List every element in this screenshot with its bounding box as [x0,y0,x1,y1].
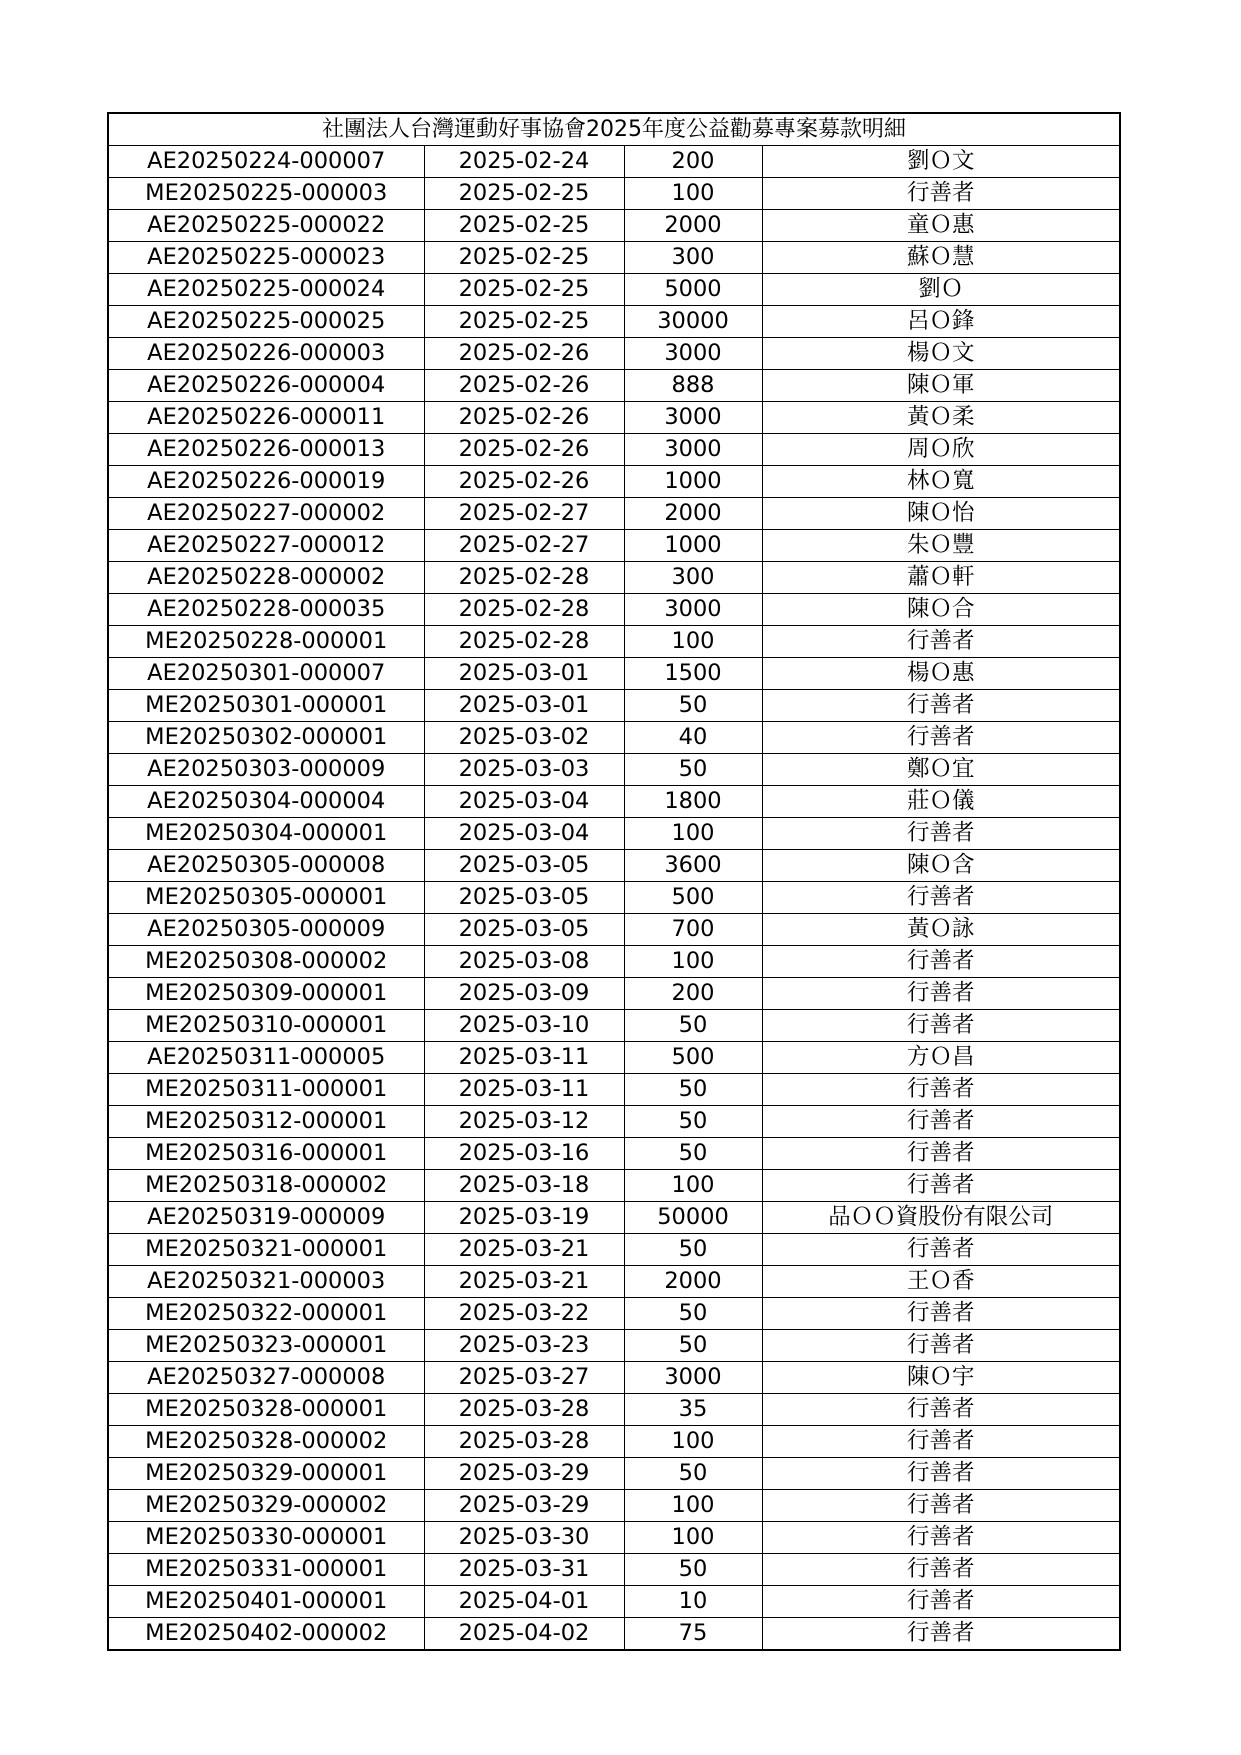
donation-id-cell: AE20250301-000007 [108,658,424,690]
donor-name-cell: 陳Ｏ宇 [762,1362,1120,1394]
donation-amount-cell: 50 [624,1010,762,1042]
donation-date-cell: 2025-03-28 [424,1394,624,1426]
donation-date-cell: 2025-03-01 [424,658,624,690]
donation-amount-cell: 50 [624,1458,762,1490]
table-row [108,786,1120,818]
donation-amount-cell: 100 [624,1170,762,1202]
donation-amount-cell: 50000 [624,1202,762,1234]
donor-name-cell: 行善者 [762,1106,1120,1138]
donation-amount-cell: 2000 [624,1266,762,1298]
donation-id-cell: ME20250328-000002 [108,1426,424,1458]
donation-id-cell: ME20250323-000001 [108,1330,424,1362]
donation-id-cell: AE20250303-000009 [108,754,424,786]
table-row [108,1394,1120,1426]
donor-name-cell: 陳Ｏ含 [762,850,1120,882]
donation-id-cell: AE20250327-000008 [108,1362,424,1394]
table-row [108,1554,1120,1586]
donation-id-cell: AE20250225-000024 [108,274,424,306]
donor-name-cell: 行善者 [762,1170,1120,1202]
donation-id-cell: ME20250402-000002 [108,1618,424,1651]
donation-amount-cell: 50 [624,1074,762,1106]
table-row [108,434,1120,466]
table-row [108,1298,1120,1330]
donation-amount-cell: 3600 [624,850,762,882]
donation-date-cell: 2025-03-09 [424,978,624,1010]
donation-date-cell: 2025-03-23 [424,1330,624,1362]
table-row [108,818,1120,850]
donor-name-cell: 行善者 [762,882,1120,914]
donation-date-cell: 2025-03-30 [424,1522,624,1554]
donation-id-cell: ME20250311-000001 [108,1074,424,1106]
donor-name-cell: 王Ｏ香 [762,1266,1120,1298]
donation-id-cell: ME20250310-000001 [108,1010,424,1042]
donor-name-cell: 行善者 [762,722,1120,754]
donor-name-cell: 行善者 [762,1298,1120,1330]
donation-date-cell: 2025-03-12 [424,1106,624,1138]
donor-name-cell: 呂Ｏ鋒 [762,306,1120,338]
donation-amount-cell: 2000 [624,498,762,530]
table-row [108,978,1120,1010]
table-row [108,914,1120,946]
table-row [108,1330,1120,1362]
table-row [108,466,1120,498]
donor-name-cell: 行善者 [762,1458,1120,1490]
donation-date-cell: 2025-03-18 [424,1170,624,1202]
table-row [108,1170,1120,1202]
donation-amount-cell: 50 [624,1138,762,1170]
donor-name-cell: 陳Ｏ合 [762,594,1120,626]
donation-id-cell: ME20250305-000001 [108,882,424,914]
donation-id-cell: AE20250225-000022 [108,210,424,242]
table-row [108,498,1120,530]
donation-id-cell: AE20250319-000009 [108,1202,424,1234]
donor-name-cell: 黃Ｏ詠 [762,914,1120,946]
table-row [108,1010,1120,1042]
donation-id-cell: AE20250226-000011 [108,402,424,434]
donation-date-cell: 2025-03-16 [424,1138,624,1170]
donation-id-cell: ME20250322-000001 [108,1298,424,1330]
donor-name-cell: 方Ｏ昌 [762,1042,1120,1074]
donation-amount-cell: 3000 [624,434,762,466]
donation-date-cell: 2025-02-25 [424,210,624,242]
donation-date-cell: 2025-02-27 [424,498,624,530]
donation-amount-cell: 50 [624,1554,762,1586]
donation-amount-cell: 50 [624,754,762,786]
donor-name-cell: 行善者 [762,946,1120,978]
table-row [108,1266,1120,1298]
donation-id-cell: ME20250308-000002 [108,946,424,978]
donation-amount-cell: 100 [624,946,762,978]
table-row [108,1202,1120,1234]
table-row [108,946,1120,978]
donation-date-cell: 2025-03-02 [424,722,624,754]
donation-id-cell: ME20250304-000001 [108,818,424,850]
donation-amount-cell: 100 [624,1490,762,1522]
donation-date-cell: 2025-02-26 [424,434,624,466]
donation-amount-cell: 200 [624,146,762,178]
table-row [108,594,1120,626]
donation-date-cell: 2025-03-04 [424,818,624,850]
donation-id-cell: AE20250228-000002 [108,562,424,594]
donor-name-cell: 陳Ｏ軍 [762,370,1120,402]
table-row [108,754,1120,786]
donation-amount-cell: 2000 [624,210,762,242]
donation-id-cell: ME20250228-000001 [108,626,424,658]
donation-id-cell: AE20250321-000003 [108,1266,424,1298]
table-row [108,1522,1120,1554]
donation-date-cell: 2025-03-19 [424,1202,624,1234]
donation-amount-cell: 30000 [624,306,762,338]
donation-date-cell: 2025-03-05 [424,850,624,882]
donation-date-cell: 2025-03-29 [424,1458,624,1490]
donation-date-cell: 2025-02-27 [424,530,624,562]
donor-name-cell: 劉Ｏ [762,274,1120,306]
table-row [108,306,1120,338]
table-row [108,210,1120,242]
donation-id-cell: ME20250401-000001 [108,1586,424,1618]
table-row [108,690,1120,722]
donation-date-cell: 2025-02-24 [424,146,624,178]
donation-amount-cell: 3000 [624,1362,762,1394]
donation-amount-cell: 50 [624,1106,762,1138]
donation-id-cell: AE20250227-000002 [108,498,424,530]
donation-amount-cell: 1800 [624,786,762,818]
table-row [108,178,1120,210]
donation-amount-cell: 200 [624,978,762,1010]
donation-id-cell: ME20250312-000001 [108,1106,424,1138]
donor-name-cell: 行善者 [762,178,1120,210]
donation-date-cell: 2025-03-11 [424,1074,624,1106]
donation-date-cell: 2025-04-01 [424,1586,624,1618]
donation-amount-cell: 1500 [624,658,762,690]
table-row [108,1138,1120,1170]
donation-date-cell: 2025-03-21 [424,1234,624,1266]
donation-id-cell: ME20250302-000001 [108,722,424,754]
donor-name-cell: 楊Ｏ惠 [762,658,1120,690]
donation-date-cell: 2025-03-08 [424,946,624,978]
donation-amount-cell: 50 [624,1298,762,1330]
title-row [108,113,1120,146]
donor-name-cell: 朱Ｏ豐 [762,530,1120,562]
donation-id-cell: ME20250301-000001 [108,690,424,722]
table-row [108,1618,1120,1651]
table-row [108,370,1120,402]
table-title: 社團法人台灣運動好事協會2025年度公益勸募專案募款明細 [108,113,1120,146]
table-row [108,626,1120,658]
donation-date-cell: 2025-02-25 [424,306,624,338]
donor-name-cell: 行善者 [762,1330,1120,1362]
donation-id-cell: ME20250225-000003 [108,178,424,210]
donation-id-cell: AE20250311-000005 [108,1042,424,1074]
donation-amount-cell: 5000 [624,274,762,306]
table-row [108,1042,1120,1074]
donation-id-cell: AE20250224-000007 [108,146,424,178]
table-row [108,146,1120,178]
donation-id-cell: AE20250305-000008 [108,850,424,882]
donor-name-cell: 行善者 [762,1586,1120,1618]
donation-id-cell: ME20250316-000001 [108,1138,424,1170]
donation-amount-cell: 100 [624,818,762,850]
donation-table [107,112,1121,1651]
donation-id-cell: ME20250329-000002 [108,1490,424,1522]
donation-date-cell: 2025-03-04 [424,786,624,818]
donor-name-cell: 行善者 [762,1426,1120,1458]
donation-id-cell: ME20250309-000001 [108,978,424,1010]
donation-amount-cell: 100 [624,178,762,210]
donor-name-cell: 行善者 [762,1522,1120,1554]
donation-amount-cell: 888 [624,370,762,402]
table-row [108,530,1120,562]
donor-name-cell: 行善者 [762,1554,1120,1586]
donation-date-cell: 2025-03-28 [424,1426,624,1458]
table-row [108,242,1120,274]
table-row [108,562,1120,594]
donation-id-cell: AE20250226-000003 [108,338,424,370]
donation-date-cell: 2025-03-31 [424,1554,624,1586]
donor-name-cell: 蘇Ｏ慧 [762,242,1120,274]
table-row [108,1490,1120,1522]
donation-date-cell: 2025-03-22 [424,1298,624,1330]
donation-amount-cell: 100 [624,626,762,658]
donation-id-cell: AE20250226-000004 [108,370,424,402]
donation-date-cell: 2025-03-21 [424,1266,624,1298]
donation-id-cell: AE20250305-000009 [108,914,424,946]
donor-name-cell: 行善者 [762,1138,1120,1170]
donor-name-cell: 楊Ｏ文 [762,338,1120,370]
donor-name-cell: 行善者 [762,1490,1120,1522]
donation-id-cell: ME20250331-000001 [108,1554,424,1586]
donor-name-cell: 蕭Ｏ軒 [762,562,1120,594]
donation-date-cell: 2025-02-25 [424,178,624,210]
donation-date-cell: 2025-02-28 [424,626,624,658]
donation-amount-cell: 40 [624,722,762,754]
donor-name-cell: 林Ｏ寬 [762,466,1120,498]
donation-date-cell: 2025-03-01 [424,690,624,722]
donation-date-cell: 2025-02-28 [424,562,624,594]
table-row [108,1362,1120,1394]
donor-name-cell: 莊Ｏ儀 [762,786,1120,818]
donor-name-cell: 行善者 [762,818,1120,850]
donor-name-cell: 鄭Ｏ宜 [762,754,1120,786]
donation-amount-cell: 700 [624,914,762,946]
table-row [108,850,1120,882]
donation-date-cell: 2025-02-26 [424,466,624,498]
donation-amount-cell: 3000 [624,338,762,370]
donor-name-cell: 陳Ｏ怡 [762,498,1120,530]
table-row [108,1426,1120,1458]
donation-id-cell: AE20250304-000004 [108,786,424,818]
donation-amount-cell: 300 [624,242,762,274]
donation-id-cell: ME20250330-000001 [108,1522,424,1554]
donation-id-cell: ME20250328-000001 [108,1394,424,1426]
donation-id-cell: AE20250226-000019 [108,466,424,498]
donor-name-cell: 品ＯＯ資股份有限公司 [762,1202,1120,1234]
table-row [108,402,1120,434]
donor-name-cell: 行善者 [762,1234,1120,1266]
table-row [108,1586,1120,1618]
donation-date-cell: 2025-03-05 [424,882,624,914]
donation-date-cell: 2025-02-25 [424,274,624,306]
donation-date-cell: 2025-03-05 [424,914,624,946]
donation-amount-cell: 3000 [624,402,762,434]
donation-id-cell: AE20250225-000023 [108,242,424,274]
table-row [108,338,1120,370]
donation-id-cell: AE20250228-000035 [108,594,424,626]
donor-name-cell: 童Ｏ惠 [762,210,1120,242]
donation-date-cell: 2025-04-02 [424,1618,624,1651]
donation-date-cell: 2025-02-26 [424,402,624,434]
table-row [108,1074,1120,1106]
table-row [108,1106,1120,1138]
table-row [108,1234,1120,1266]
donation-date-cell: 2025-03-11 [424,1042,624,1074]
donation-id-cell: ME20250321-000001 [108,1234,424,1266]
donation-id-cell: AE20250227-000012 [108,530,424,562]
table-row [108,882,1120,914]
donation-amount-cell: 500 [624,1042,762,1074]
donor-name-cell: 行善者 [762,1010,1120,1042]
donation-amount-cell: 50 [624,690,762,722]
donation-date-cell: 2025-03-27 [424,1362,624,1394]
donation-date-cell: 2025-02-26 [424,338,624,370]
donor-name-cell: 行善者 [762,1074,1120,1106]
table-row [108,722,1120,754]
donation-id-cell: ME20250329-000001 [108,1458,424,1490]
donation-date-cell: 2025-03-29 [424,1490,624,1522]
donation-date-cell: 2025-02-28 [424,594,624,626]
donor-name-cell: 行善者 [762,1394,1120,1426]
donor-name-cell: 黃Ｏ柔 [762,402,1120,434]
donation-amount-cell: 10 [624,1586,762,1618]
donor-name-cell: 行善者 [762,690,1120,722]
donation-id-cell: AE20250226-000013 [108,434,424,466]
donor-name-cell: 行善者 [762,1618,1120,1651]
table-row [108,658,1120,690]
donation-amount-cell: 1000 [624,530,762,562]
donation-amount-cell: 1000 [624,466,762,498]
donation-id-cell: AE20250225-000025 [108,306,424,338]
donor-name-cell: 周Ｏ欣 [762,434,1120,466]
donation-date-cell: 2025-03-03 [424,754,624,786]
donation-amount-cell: 50 [624,1330,762,1362]
donation-amount-cell: 100 [624,1522,762,1554]
donor-name-cell: 行善者 [762,978,1120,1010]
donation-date-cell: 2025-02-25 [424,242,624,274]
table-row [108,1458,1120,1490]
donation-amount-cell: 75 [624,1618,762,1651]
donation-date-cell: 2025-03-10 [424,1010,624,1042]
donation-amount-cell: 50 [624,1234,762,1266]
donor-name-cell: 劉Ｏ文 [762,146,1120,178]
table-row [108,274,1120,306]
donor-name-cell: 行善者 [762,626,1120,658]
donation-amount-cell: 500 [624,882,762,914]
donation-amount-cell: 300 [624,562,762,594]
donation-id-cell: ME20250318-000002 [108,1170,424,1202]
donation-amount-cell: 3000 [624,594,762,626]
donation-date-cell: 2025-02-26 [424,370,624,402]
table-body [108,146,1120,1651]
donation-amount-cell: 100 [624,1426,762,1458]
donation-amount-cell: 35 [624,1394,762,1426]
